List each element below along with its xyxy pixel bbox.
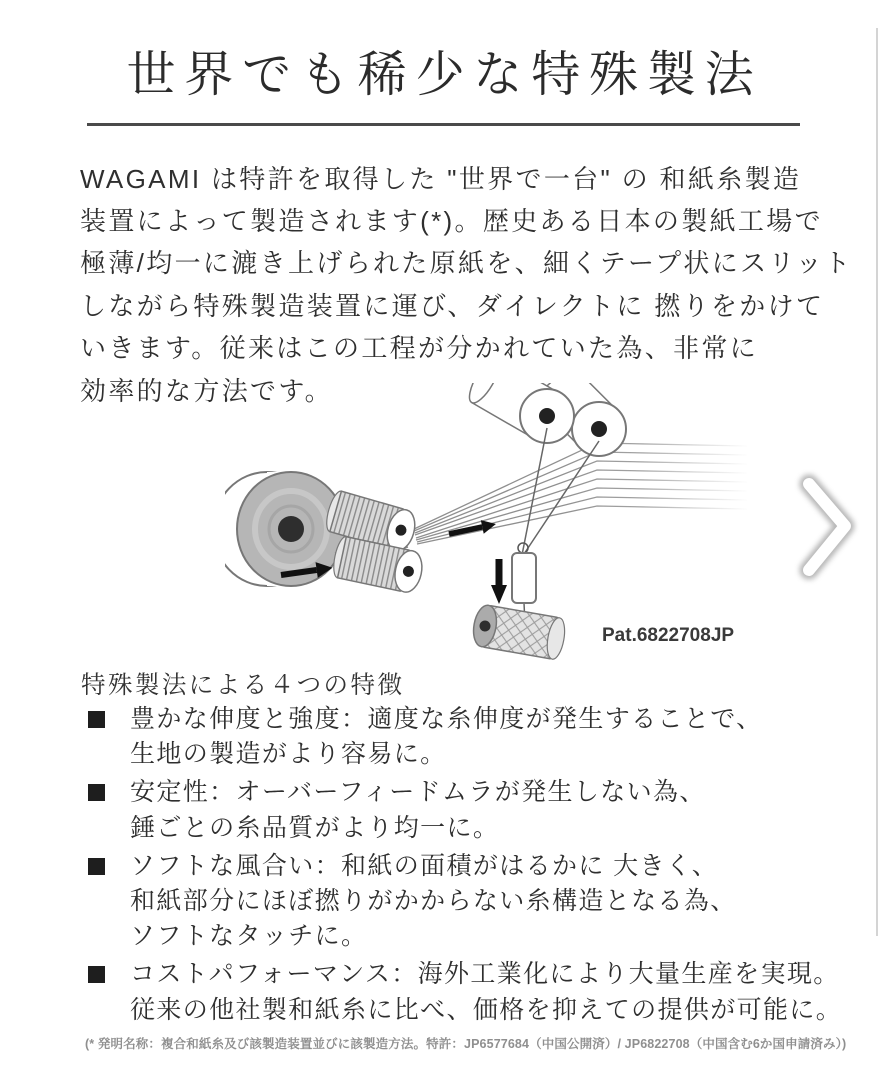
feature-line: 錘ごとの糸品質がより均一に。 <box>130 813 500 842</box>
bullet-square-icon <box>88 858 105 875</box>
features-heading: 特殊製法による４つの特徴 <box>81 672 405 699</box>
feature-item <box>88 775 878 845</box>
twist-spindle <box>512 553 536 603</box>
feed-rollers <box>464 383 626 456</box>
features-list <box>88 702 878 1031</box>
wound-bobbin <box>471 603 568 660</box>
intro-line: 極薄/均一に漉き上げられた原紙を、細くテープ状にスリット <box>80 248 853 279</box>
bullet-square-icon <box>88 711 105 728</box>
down-arrow-icon <box>491 559 507 604</box>
page-title: 世界でも稀少な特殊製法 <box>126 48 763 102</box>
page-edge-divider <box>876 28 878 936</box>
intro-line: しながら特殊製造装置に運び、ダイレクトに 撚りをかけて <box>80 290 825 321</box>
process-diagram <box>225 383 765 663</box>
feature-line: 豊かな伸度と強度：適度な糸伸度が発生することで、 <box>130 705 763 733</box>
intro-line: 効率的な方法です。 <box>80 375 333 406</box>
bullet-square-icon <box>88 966 105 983</box>
intro-line: いきます。従来はこの工程が分かれていた為、非常に <box>80 333 759 364</box>
chevron-right-icon <box>793 468 869 590</box>
feature-line: ソフトなタッチに。 <box>130 922 368 951</box>
title-underline <box>87 123 800 126</box>
feature-item <box>88 702 878 772</box>
patent-footnote: (* 発明名称：複合和紙糸及び該製造装置並びに該製造方法。特許：JP6577684（中国公開済）/ JP6822708（中国含む6か国申請済み）) <box>85 1037 847 1051</box>
feature-item <box>88 849 878 955</box>
feature-line: 和紙部分にほぼ撚りがかからない糸構造となる為、 <box>130 887 737 916</box>
intro-paragraph <box>80 156 880 410</box>
intro-line: 装置によって製造されます(*)。歴史ある日本の製紙工場で <box>80 206 823 237</box>
feature-line: 安定性：オーバーフィードムラが発生しない為、 <box>130 778 706 807</box>
carousel-next-button[interactable] <box>793 468 869 590</box>
feature-line: 生地の製造がより容易に。 <box>130 740 447 769</box>
feature-item <box>88 957 878 1027</box>
intro-line: WAGAMI は特許を取得した "世界で一台" の 和紙糸製造 <box>80 163 802 194</box>
bullet-square-icon <box>88 784 105 801</box>
patent-label: Pat.6822708JP <box>602 625 735 646</box>
feature-line: 従来の他社製和紙糸に比べ、価格を抑えての提供が可能に。 <box>130 995 843 1024</box>
feature-line: ソフトな風合い：和紙の面積がはるかに 大きく、 <box>130 851 719 880</box>
feature-line: コストパフォーマンス：海外工業化により大量生産を実現。 <box>130 960 840 989</box>
